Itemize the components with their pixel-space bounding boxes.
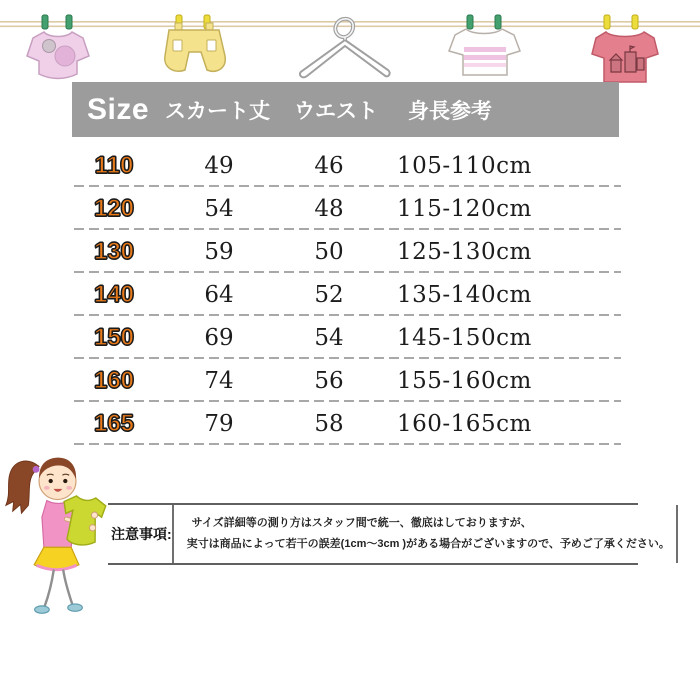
- waist-cell: 52: [314, 281, 344, 308]
- waist-cell: 54: [314, 324, 344, 351]
- header-skirt-length: スカート丈: [165, 99, 271, 123]
- yellow-shorts-icon: [165, 23, 225, 71]
- table-row: [72, 144, 619, 187]
- skirt-length-cell: 69: [204, 324, 234, 351]
- height-range-cell: 155-160cm: [397, 367, 532, 394]
- waist-cell: 58: [314, 410, 344, 437]
- notice-label: 注意事項:: [111, 526, 172, 542]
- size-cell: 150: [93, 323, 135, 351]
- table-row: [72, 273, 619, 316]
- skirt-length-cell: 64: [204, 281, 234, 308]
- skirt-length-cell: 49: [204, 152, 234, 179]
- skirt-length-cell: 54: [204, 195, 234, 222]
- waist-cell: 48: [314, 195, 344, 222]
- striped-shirt-icon: [449, 29, 520, 75]
- header-waist: ウエスト: [294, 99, 379, 123]
- notice-text: [172, 505, 678, 563]
- header-height-ref: 身長参考: [408, 99, 493, 123]
- size-cell: 140: [93, 280, 135, 308]
- notice-line-1: サイズ詳細等の測り方はスタッフ間で統一、徹底はしておりますが、: [191, 517, 532, 529]
- skirt-length-cell: 59: [204, 238, 234, 265]
- waist-cell: 56: [314, 367, 344, 394]
- size-cell: 160: [93, 366, 135, 394]
- table-row: [72, 230, 619, 273]
- size-table-header: [72, 82, 619, 137]
- notice-line-2: 実寸は商品によって若干の誤差(1cm〜3cm )がある場合がございますので、予めご了承ください。: [186, 537, 670, 550]
- height-range-cell: 105-110cm: [397, 152, 532, 179]
- height-range-cell: 135-140cm: [397, 281, 532, 308]
- hair-tie: [33, 466, 40, 473]
- table-row: [72, 359, 619, 402]
- table-row: [72, 187, 619, 230]
- size-cell: 165: [93, 409, 135, 437]
- skirt-length-cell: 79: [204, 410, 234, 437]
- pink-shirt-icon: [27, 32, 89, 79]
- height-range-cell: 160-165cm: [397, 410, 532, 437]
- size-cell: 120: [93, 194, 135, 222]
- header-size: Size: [87, 92, 150, 126]
- size-cell: 130: [93, 237, 135, 265]
- size-table-body: [72, 144, 619, 445]
- table-row: [72, 402, 619, 445]
- waist-cell: 50: [314, 238, 344, 265]
- size-cell: 110: [94, 151, 134, 179]
- red-shirt-icon: [592, 32, 658, 82]
- notice-box: [108, 503, 670, 565]
- waist-cell: 46: [314, 152, 344, 179]
- height-range-cell: 115-120cm: [397, 195, 532, 222]
- height-range-cell: 145-150cm: [397, 324, 532, 351]
- hanger-icon: [300, 19, 390, 77]
- girl-holding-shirt-illustration: [2, 452, 114, 624]
- height-range-cell: 125-130cm: [397, 238, 532, 265]
- table-row: [72, 316, 619, 359]
- skirt-length-cell: 74: [204, 367, 234, 394]
